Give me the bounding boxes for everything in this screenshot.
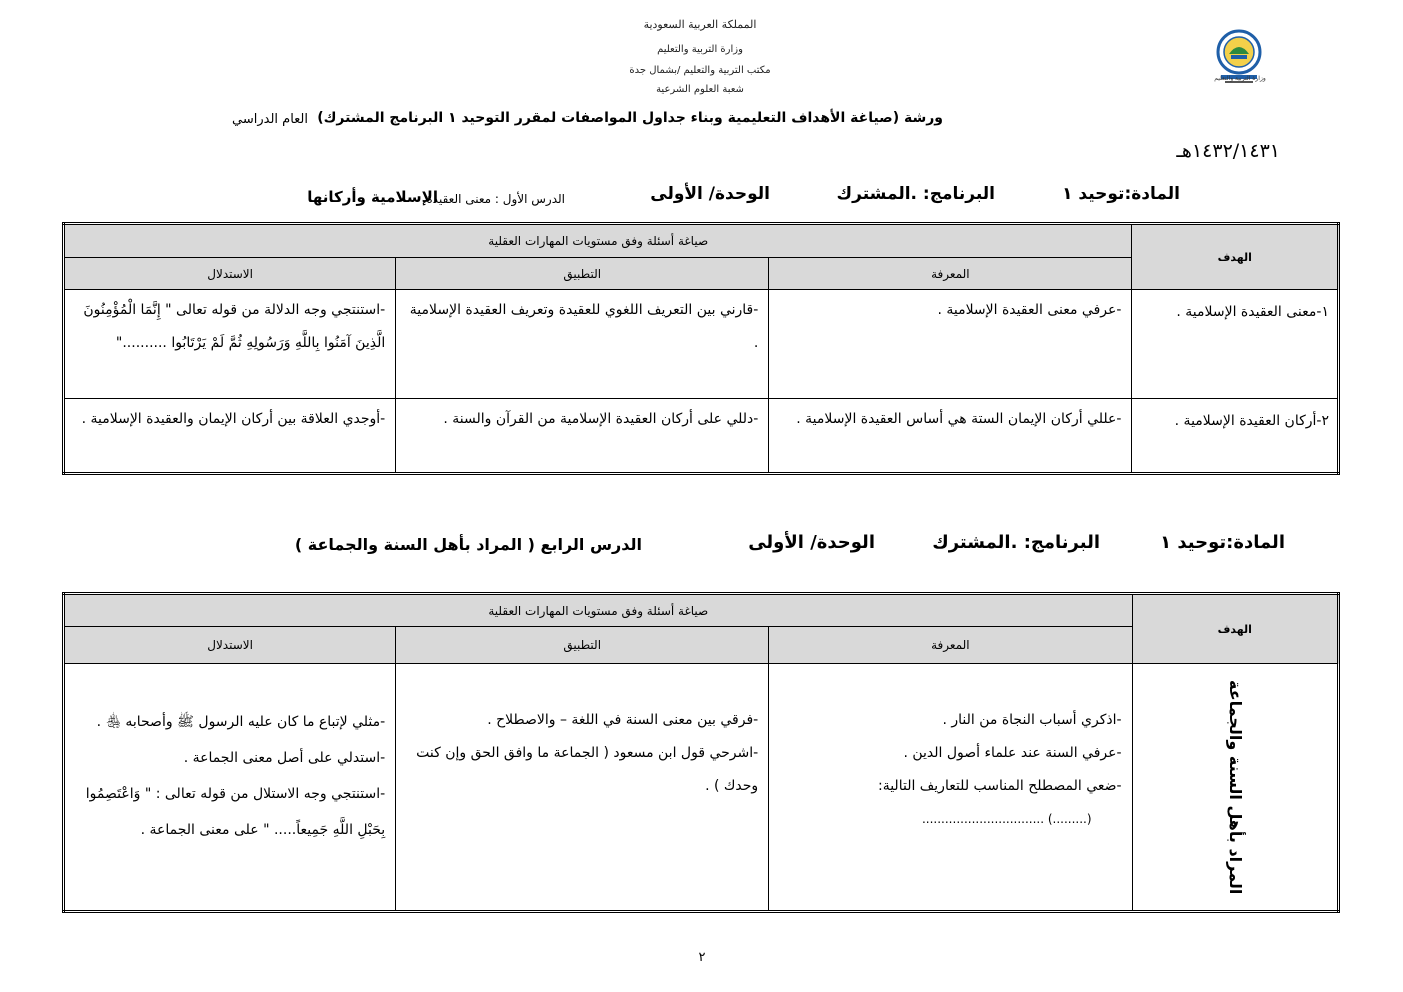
knowledge-cell xyxy=(769,290,1132,399)
knowledge-header: المعرفة xyxy=(769,258,1132,290)
goal-cell: ١-معنى العقيدة الإسلامية . xyxy=(1132,290,1339,399)
lesson-title: الدرس الرابع ( المراد بأهل السنة والجماعة ) xyxy=(294,535,642,554)
skills-group-header: صياغة أسئلة وفق مستويات المهارات العقلية xyxy=(64,224,1132,258)
question-text: -عللي أركان الإيمان الستة هي أساس العقيدة الإسلامية . xyxy=(796,411,1122,427)
question-text: -مثلي لإتباع ما كان عليه الرسول ﷺ وأصحابه ﵃ . xyxy=(96,714,386,730)
question-text: -استدلي على أصل معنى الجماعة . xyxy=(183,750,386,766)
question-text: -اشرحي قول ابن مسعود ( الجماعة ما وافق الحق وإن كنت وحدك ) . xyxy=(416,745,759,794)
application-header: التطبيق xyxy=(396,627,769,664)
goal-cell xyxy=(1132,664,1338,912)
lesson-label: الدرس الأول : معنى العقيدة xyxy=(426,192,565,206)
program-label: البرنامج: .المشترك xyxy=(932,532,1100,553)
logo-caption: وزارة التربية والتعليم xyxy=(1214,75,1266,82)
question-text: -ضعي المصطلح المناسب للتعاريف التالية: xyxy=(877,778,1122,794)
ministry-name: وزارة التربية والتعليم xyxy=(657,44,743,55)
application-cell xyxy=(396,290,769,399)
kingdom-name: المملكة العربية السعودية xyxy=(643,18,757,31)
application-header: التطبيق xyxy=(396,258,769,290)
subject-label: المادة:توحيد ١ xyxy=(1062,184,1180,204)
subject-label: المادة:توحيد ١ xyxy=(1160,532,1285,553)
goal-header: الهدف xyxy=(1132,224,1339,290)
blank-definition: (.........) ................................ xyxy=(921,812,1092,826)
question-text: -فرقي بين معنى السنة في اللغة – والاصطلاح . xyxy=(487,712,759,728)
academic-year-value: ١٤٣٢/١٤٣١هـ xyxy=(1176,140,1280,162)
unit-label: الوحدة/ الأولى xyxy=(748,532,875,553)
application-cell xyxy=(396,399,769,474)
question-text: -قارني بين التعريف اللغوي للعقيدة وتعريف العقيدة الإسلامية . xyxy=(409,302,759,351)
knowledge-cell xyxy=(769,399,1132,474)
unit-label: الوحدة/ الأولى xyxy=(650,184,770,204)
workshop-title: ورشة (صياغة الأهداف التعليمية وبناء جداول المواصفات لمقرر التوحيد ١ البرنامج المشترك) xyxy=(317,110,943,126)
objectives-table-2 xyxy=(62,592,1340,913)
office-name: مكتب التربية والتعليم /بشمال جدة xyxy=(629,65,771,76)
division-name: شعبة العلوم الشرعية xyxy=(656,84,744,95)
question-text: -عرفي معنى العقيدة الإسلامية . xyxy=(937,302,1122,318)
program-label: البرنامج: .المشترك xyxy=(836,184,995,204)
inference-cell xyxy=(64,664,396,912)
application-cell xyxy=(396,664,769,912)
question-text: -استنتجي وجه الاستلال من قوله تعالى : " وَاعْتَصِمُوا بِحَبْلِ اللَّهِ جَمِيعاً..... " على معنى الجماعة . xyxy=(85,786,386,838)
inference-cell xyxy=(64,290,396,399)
lesson-title: الإسلامية وأركانها xyxy=(307,188,438,206)
inference-header: الاستدلال xyxy=(64,258,396,290)
academic-year-label: العام الدراسي xyxy=(232,112,309,127)
question-text: -دللي على أركان العقيدة الإسلامية من القرآن والسنة . xyxy=(443,411,759,427)
skills-group-header: صياغة أسئلة وفق مستويات المهارات العقلية xyxy=(64,594,1133,627)
knowledge-header: المعرفة xyxy=(769,627,1132,664)
inference-cell xyxy=(64,399,396,474)
knowledge-cell xyxy=(769,664,1132,912)
question-text: -أوجدي العلاقة بين أركان الإيمان والعقيدة الإسلامية . xyxy=(81,411,386,427)
question-text: -عرفي السنة عند علماء أصول الدين . xyxy=(903,745,1122,761)
goal-header: الهدف xyxy=(1132,594,1338,664)
page-number: ٢ xyxy=(698,950,706,965)
goal-cell: ٢-أركان العقيدة الإسلامية . xyxy=(1132,399,1339,474)
question-text: -استنتجي وجه الدلالة من قوله تعالى " إِنَّمَا الْمُؤْمِنُونَ الَّذِينَ آمَنُوا بِاللَّهِ وَرَسُولِهِ ثُمَّ لَمْ يَرْتَابُوا .........." xyxy=(83,302,386,351)
question-text: -اذكري أسباب النجاة من النار . xyxy=(942,712,1122,728)
inference-header: الاستدلال xyxy=(64,627,396,664)
objectives-table-1 xyxy=(62,222,1340,475)
goal-text: المراد بأهل السنة والجماعة xyxy=(1225,679,1245,895)
